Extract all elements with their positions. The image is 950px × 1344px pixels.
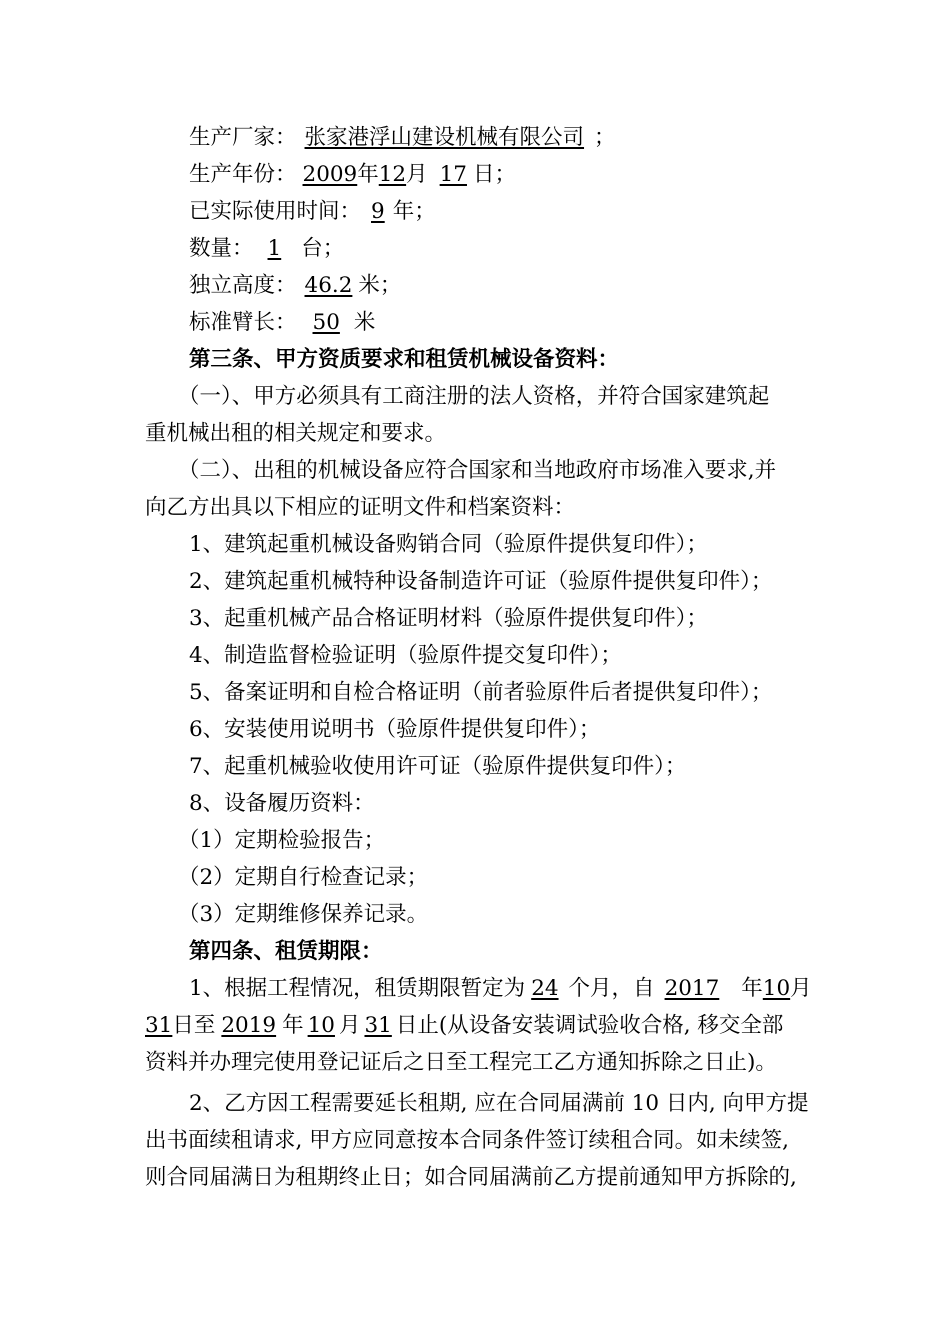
start-year: 2017 bbox=[664, 976, 720, 1001]
list-item: 4、制造监督检验证明（验原件提交复印件）； bbox=[189, 643, 622, 668]
sub-list-item: （3）定期维修保养记录。 bbox=[178, 902, 429, 927]
article4-p1-text-f: 年 bbox=[282, 1013, 304, 1038]
article4-heading: 第四条、租赁期限： bbox=[189, 939, 383, 964]
sub-list-item: （1）定期检验报告； bbox=[178, 828, 386, 853]
article4-p1-text-e: 日至 bbox=[172, 1013, 216, 1038]
manufacturer-end: ； bbox=[594, 125, 616, 150]
manufacturer-value: 张家港浮山建设机械有限公司 bbox=[304, 125, 585, 150]
list-item: 2、建筑起重机械特种设备制造许可证（验原件提供复印件）； bbox=[189, 569, 773, 594]
height-unit: 米； bbox=[358, 273, 402, 298]
article4-p1-text-b: 个月，自 bbox=[568, 976, 655, 1001]
article4-p2-line2: 出书面续租请求, 甲方应同意按本合同条件签订续租合同。如未续签, bbox=[145, 1128, 790, 1153]
article4-p1-text-a: 1、根据工程情况，租赁期限暂定为 bbox=[189, 976, 526, 1001]
manufacturer-line bbox=[0, 119, 950, 156]
list-item: 6、安装使用说明书（验原件提供复印件）； bbox=[189, 717, 601, 742]
day-unit: 日； bbox=[472, 162, 516, 187]
article3-p1-line1: （一）、甲方必须具有工商注册的法人资格，并符合国家建筑起 bbox=[178, 384, 770, 409]
production-month: 12 bbox=[378, 162, 407, 187]
height-value: 46.2 bbox=[304, 273, 353, 298]
list-item: 8、设备履历资料： bbox=[189, 791, 375, 816]
end-day: 31 bbox=[364, 1013, 392, 1038]
article4-p1-text-c: 年 bbox=[741, 976, 763, 1001]
article3-p1-line2: 重机械出租的相关规定和要求。 bbox=[145, 421, 447, 446]
end-month: 10 bbox=[307, 1013, 335, 1038]
production-day: 17 bbox=[439, 162, 467, 187]
used-time-label: 已实际使用时间： bbox=[189, 199, 362, 224]
article3-p2-line2: 向乙方出具以下相应的证明文件和档案资料： bbox=[145, 495, 576, 520]
quantity-unit: 台； bbox=[301, 236, 345, 261]
production-date-line bbox=[0, 156, 950, 193]
article4-p2-line3: 则合同届满日为租期终止日；如合同届满前乙方提前通知甲方拆除的, bbox=[145, 1165, 797, 1190]
article4-p1-text-g: 月 bbox=[338, 1013, 361, 1038]
quantity-value: 1 bbox=[267, 236, 282, 261]
list-item: 5、备案证明和自检合格证明（前者验原件后者提供复印件）； bbox=[189, 680, 773, 705]
article3-p2-line1: （二）、出租的机械设备应符合国家和当地政府市场准入要求,并 bbox=[178, 458, 777, 483]
list-item: 1、建筑起重机械设备购销合同（验原件提供复印件）； bbox=[189, 532, 708, 557]
start-month: 10 bbox=[762, 976, 791, 1001]
arm-length-value: 50 bbox=[312, 310, 340, 335]
end-year: 2019 bbox=[221, 1013, 277, 1038]
arm-length-unit: 米 bbox=[353, 310, 376, 335]
quantity-label: 数量： bbox=[189, 236, 254, 261]
article3-heading: 第三条、甲方资质要求和租赁机械设备资料： bbox=[189, 347, 620, 372]
manufacturer-label: 生产厂家： bbox=[189, 125, 297, 150]
list-item: 3、起重机械产品合格证明材料（验原件提供复印件）； bbox=[189, 606, 708, 631]
month-unit: 月 bbox=[406, 162, 428, 187]
sub-list-item: （2）定期自行检查记录； bbox=[178, 865, 429, 890]
list-item: 7、起重机械验收使用许可证（验原件提供复印件）； bbox=[189, 754, 687, 779]
year-unit: 年 bbox=[357, 162, 379, 187]
article4-p1-text-h: 日止(从设备安装调试验收合格, 移交全部 bbox=[395, 1013, 784, 1038]
article4-p2-line1: 2、乙方因工程需要延长租期, 应在合同届满前 10 日内, 向甲方提 bbox=[189, 1091, 809, 1116]
used-time-line bbox=[0, 193, 950, 230]
used-time-value: 9 bbox=[371, 199, 385, 224]
article4-p1-line1 bbox=[0, 970, 950, 1007]
start-day: 31 bbox=[145, 1013, 173, 1038]
arm-length-line bbox=[0, 304, 950, 341]
quantity-line bbox=[0, 230, 950, 267]
lease-months: 24 bbox=[531, 976, 559, 1001]
arm-length-label: 标准臂长： bbox=[189, 310, 297, 335]
height-line bbox=[0, 267, 950, 304]
article4-p1-line3: 资料并办理完使用登记证后之日至工程完工乙方通知拆除之日止)。 bbox=[145, 1050, 777, 1075]
article4-p1-line2 bbox=[0, 1007, 950, 1044]
article4-p1-text-d: 月 bbox=[790, 976, 812, 1001]
height-label: 独立高度： bbox=[189, 273, 297, 298]
production-year: 2009 bbox=[302, 162, 358, 187]
used-time-unit: 年； bbox=[392, 199, 436, 224]
production-date-label: 生产年份： bbox=[189, 162, 297, 187]
